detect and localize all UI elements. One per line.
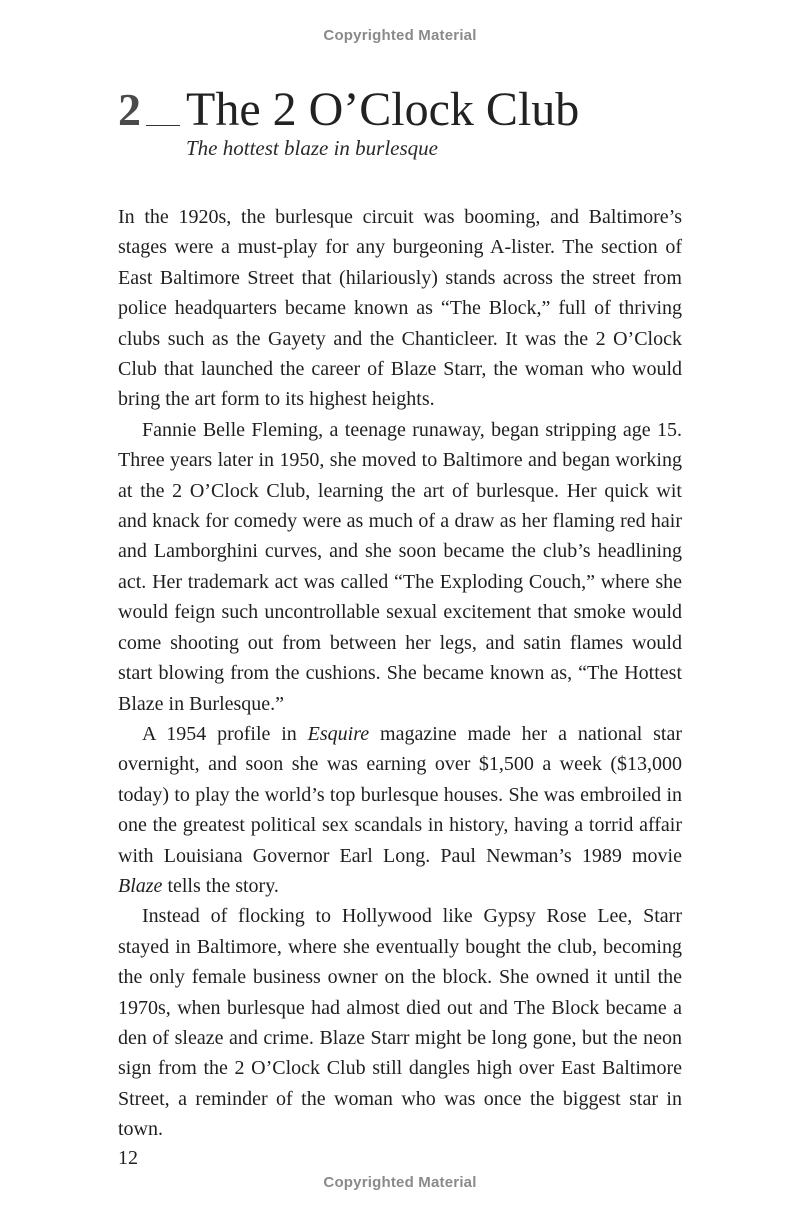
paragraph-4: Instead of flocking to Hollywood like Gypsy Rose Lee, Starr stayed in Baltimore, where she eventually bought the club, becoming the only female business owner on the block. She owned it until the 1970s, when burlesque had almost died out and The Block became a den of sleaze and crime. Blaze Starr might be long gone, but the neon sign from the 2 O’Clock Club still dangles high over East Baltimore Street, a reminder of the woman who was once the biggest star in town. xyxy=(118,905,682,1141)
paragraph-3-text: A 1954 profile in xyxy=(142,722,308,745)
chapter-rule xyxy=(146,125,180,126)
copyright-watermark-bottom: Copyrighted Material xyxy=(323,1174,477,1191)
chapter-heading xyxy=(118,80,718,140)
copyright-watermark-top: Copyrighted Material xyxy=(323,27,477,44)
page-number: 12 xyxy=(118,1147,138,1169)
chapter-title: The 2 O’Clock Club xyxy=(186,83,580,136)
magazine-title-esquire: Esquire xyxy=(307,722,370,745)
chapter-number: 2 xyxy=(118,84,141,135)
paragraph-3-text: tells the story. xyxy=(162,874,279,897)
paragraph-2: Fannie Belle Fleming, a teenage runaway, began stripping age 15. Three years later in 1950, she moved to Baltimore and began working at the 2 O’Clock Club, learning the art of burlesque. Her quick wit and knack for comedy were as much of a draw as her flaming red hair and Lamborghini curves, and she soon became the club’s headlining act. Her trademark act was called “The Exploding Couch,” where she would feign such uncontrollable sexual excitement that smoke would come shooting out from between her legs, and satin flames would start blowing from the cushions. She became known as, “The Hottest Blaze in Burlesque.” xyxy=(118,418,682,715)
chapter-subtitle: The hottest blaze in burlesque xyxy=(186,136,438,160)
paragraph-3-text: magazine made her a national star overnight, and soon she was earning over $1,500 a week ($13,000 today) to play the world’s top burlesque houses. She was embroiled in one the greatest political sex scandals in history, having a torrid affair with Louisiana Governor Earl Long. Paul Newman’s 1989 movie xyxy=(118,722,682,867)
paragraph-3 xyxy=(118,719,682,901)
movie-title-blaze: Blaze xyxy=(118,874,163,897)
paragraph-1: In the 1920s, the burlesque circuit was booming, and Baltimore’s stages were a must-play for any burgeoning A-lister. The section of East Baltimore Street that (hilariously) stands across the street from police headquarters became known as “The Block,” full of thriving clubs such as the Gayety and the Chanticleer. It was the 2 O’Clock Club that launched the career of Blaze Starr, the woman who would bring the art form to its highest heights. xyxy=(118,206,682,411)
chapter-body xyxy=(118,202,682,1145)
